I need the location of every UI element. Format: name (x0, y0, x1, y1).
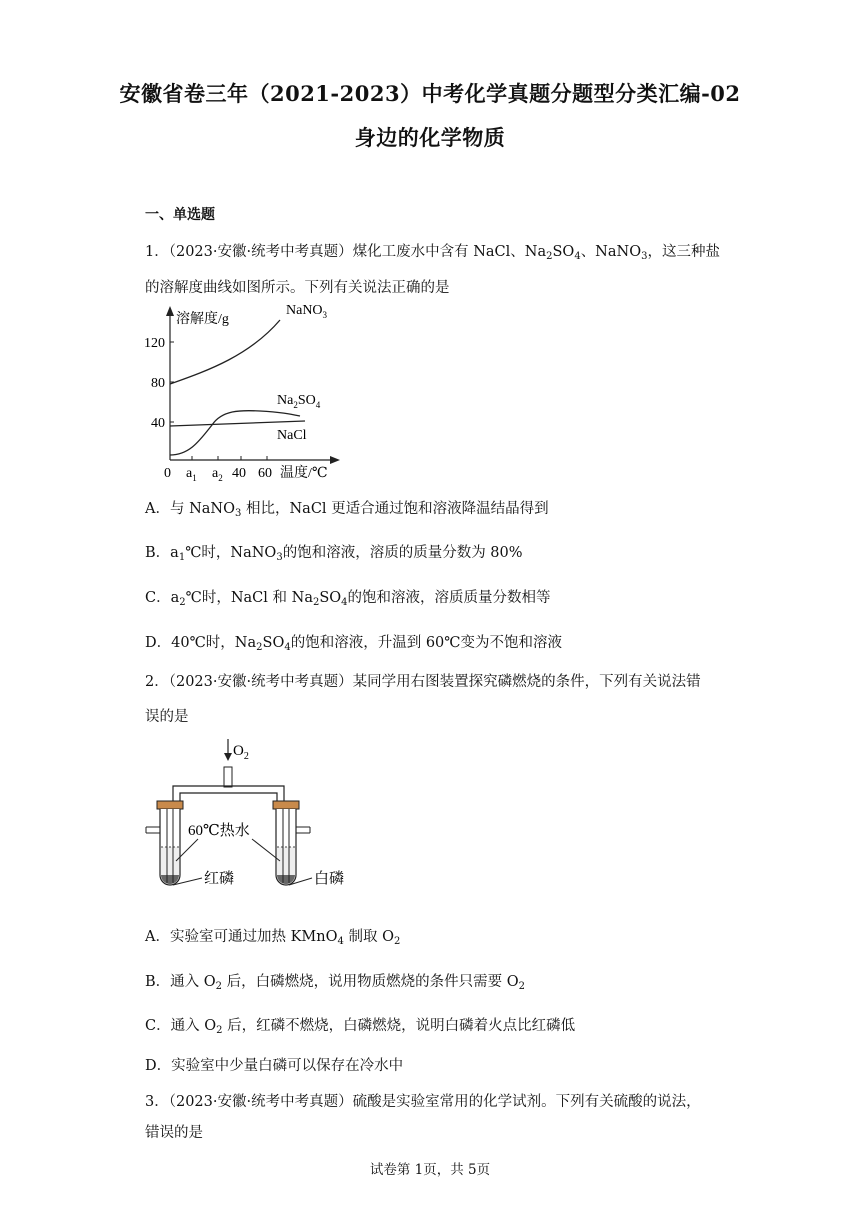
q2-stem-line-2: 误的是 (145, 709, 189, 725)
x-tick-40: 40 (232, 466, 246, 481)
phosphorus-apparatus (140, 735, 360, 905)
section-heading: 一、单选题 (145, 207, 215, 223)
y-axis-label: 溶解度/g (176, 312, 229, 327)
q1-option-c[interactable]: C．$a_2℃$时，NaCl 和 $Na_2SO_4$的饱和溶液，溶质质量分数相等 (145, 590, 551, 608)
x-tick-60: 60 (258, 466, 272, 481)
nano3-curve (170, 320, 280, 384)
x-tick-a2: $a_2$ (212, 466, 223, 483)
x-axis-arrow (330, 456, 340, 464)
x-tick-0: 0 (164, 466, 171, 481)
q1-stem-line-2: 的溶解度曲线如图所示。下列有关说法正确的是 (145, 280, 450, 296)
q2-stem-line-1: 2．（2023·安徽·统考中考真题）某同学用右图装置探究磷燃烧的条件，下列有关说法错 (145, 674, 701, 690)
page-title-line-2: 身边的化学物质 (354, 125, 506, 150)
red-phosphorus-label: 红磷 (204, 871, 235, 887)
x-axis-label: 温度/℃ (280, 466, 328, 481)
q3-stem-line-2: 错误的是 (145, 1125, 203, 1141)
q1-stem-line-1: 1．（2023·安徽·统考中考真题）煤化工废水中含有 NaCl、$Na_2SO_4$、NaNO$_3$，这三种盐 (145, 244, 720, 262)
x-tick-a1: $a_1$ (186, 466, 197, 483)
nacl-label: NaCl (277, 428, 307, 443)
y-axis-arrow (166, 306, 174, 316)
left-test-tube (146, 801, 183, 885)
nacl-curve (170, 421, 305, 426)
q2-option-b[interactable]: B．通入 $O_2$ 后，白磷燃烧，说用物质燃烧的条件只需要 $O_2$ (145, 974, 526, 992)
y-tick-80: 80 (151, 376, 165, 391)
right-test-tube (273, 801, 310, 885)
page-title-line-1: 安徽省卷三年（2021-2023）中考化学真题分题型分类汇编-02 (119, 81, 741, 106)
q1-option-d[interactable]: D．40℃时，$Na_2SO_4$的饱和溶液，升温到 60℃变为不饱和溶液 (145, 635, 562, 653)
nano3-label: NaNO$_3$ (286, 303, 328, 320)
page-footer: 试卷第 1页，共 5页 (369, 1162, 491, 1178)
gas-label: $O_2$ (233, 743, 249, 762)
water-label: 60℃热水 (188, 823, 250, 839)
q2-option-d[interactable]: D．实验室中少量白磷可以保存在冷水中 (145, 1058, 404, 1074)
q1-option-a[interactable]: A．与 NaNO$_3$ 相比，NaCl 更适合通过饱和溶液降温结晶得到 (145, 501, 549, 519)
q2-option-a[interactable]: A．实验室可通过加热 KMnO$_4$ 制取 $O_2$ (145, 929, 401, 947)
y-tick-120: 120 (144, 336, 165, 351)
solubility-chart (140, 300, 350, 485)
q1-option-b[interactable]: B．$a_1℃$时，NaNO$_3$的饱和溶液，溶质的质量分数为 80% (145, 545, 523, 563)
y-tick-40: 40 (151, 416, 165, 431)
white-phosphorus-label: 白磷 (314, 871, 345, 887)
na2so4-label: $Na_2SO_4$ (277, 393, 321, 410)
q2-option-c[interactable]: C．通入 $O_2$ 后，红磷不燃烧，白磷燃烧，说明白磷着火点比红磷低 (145, 1018, 576, 1036)
q3-stem-line-1: 3．（2023·安徽·统考中考真题）硫酸是实验室常用的化学试剂。下列有关硫酸的说法， (145, 1094, 701, 1110)
